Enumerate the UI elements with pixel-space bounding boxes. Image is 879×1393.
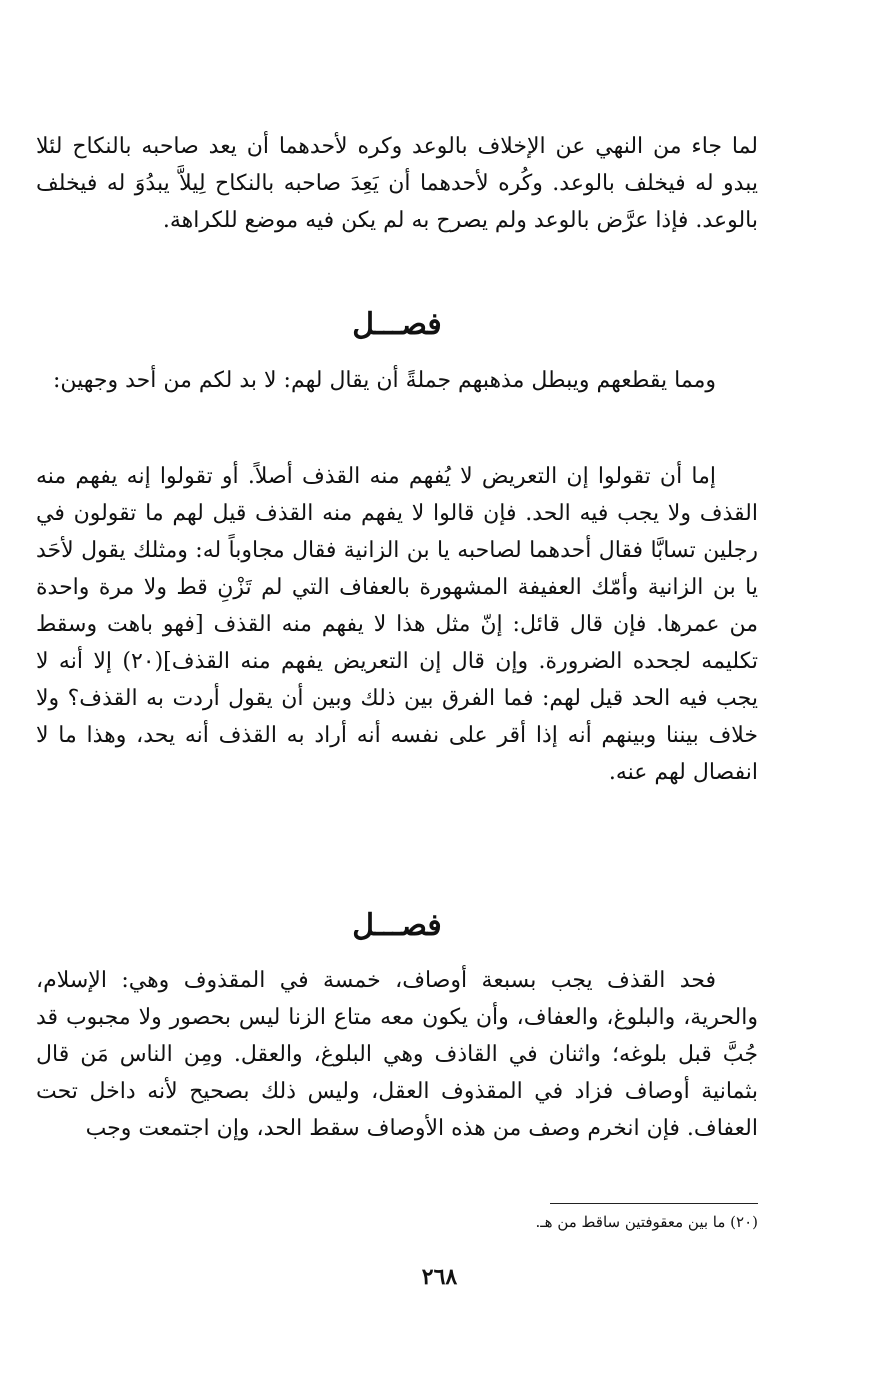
section-heading-2: فصـــل <box>352 908 442 943</box>
footnote-divider <box>550 1203 758 1204</box>
paragraph-4: فحد القذف يجب بسبعة أوصاف، خمسة في المقذوف وهي: الإسلام، والحرية، والبلوغ، والعفاف، وأن يكون معه متاع الزنا ليس بحصور ولا مجبوب قد جُبَّ قبل بلوغه؛ واثنان في القاذف وهي البلوغ، والعقل. ومِن الناس مَن قال بثمانية أوصاف فزاد في المقذوف العقل، وليس ذلك بصحيح لأنه داخل تحت العفاف. فإن انخرم وصف من هذه الأوصاف سقط الحد، وإن اجتمعت وجب <box>36 968 758 1141</box>
paragraph-3: إما أن تقولوا إن التعريض لا يُفهم منه القذف أصلاً. أو تقولوا إنه يفهم منه القذف ولا يجب فيه الحد. فإن قالوا لا يفهم منه القذف قيل لهم ما تقولون في رجلين تسابَّا فقال أحدهما لصاحبه يا بن الزانية فقال مجاوباً له: ومثلك يقول لأحَد يا بن الزانية وأمّك العفيفة المشهورة بالعفاف التي لم تَزْنِ قط ولا مرة واحدة من عمرها. فإن قال قائل: إنّ مثل هذا لا يفهم منه القذف [فهو باهت وسقط تكليمه لجحده الضرورة. وإن قال إن التعريض يفهم منه القذف](٢٠) إلا أنه لا يجب فيه الحد قيل لهم: فما الفرق بين ذلك وبين أن يقول أردت به القذف؟ ولا خلاف بيننا وبينهم أنه إذا أقر على نفسه أنه أراد به القذف أنه يحد، وهذا ما لا انفصال لهم عنه. <box>36 464 758 785</box>
section-heading-1: فصـــل <box>352 307 442 342</box>
paragraph-2: ومما يقطعهم ويبطل مذهبهم جملةً أن يقال لهم: لا بد لكم من أحد وجهين: <box>52 368 716 393</box>
page-number: ٢٦٨ <box>421 1264 458 1290</box>
footnote: (٢٠) ما بين معقوفتين ساقط من هـ. <box>535 1213 758 1231</box>
paragraph-1: لما جاء من النهي عن الإخلاف بالوعد وكره لأحدهما أن يعد صاحبه بالنكاح لئلا يبدو له فيخلف بالوعد. وكُره لأحدهما أن يَعِدَ صاحبه بالنكاح لِيلاَّ يبدُوَ له فيخلف بالوعد. فإذا عرَّض بالوعد ولم يصرح به لم يكن فيه موضع للكراهة. <box>36 134 759 233</box>
